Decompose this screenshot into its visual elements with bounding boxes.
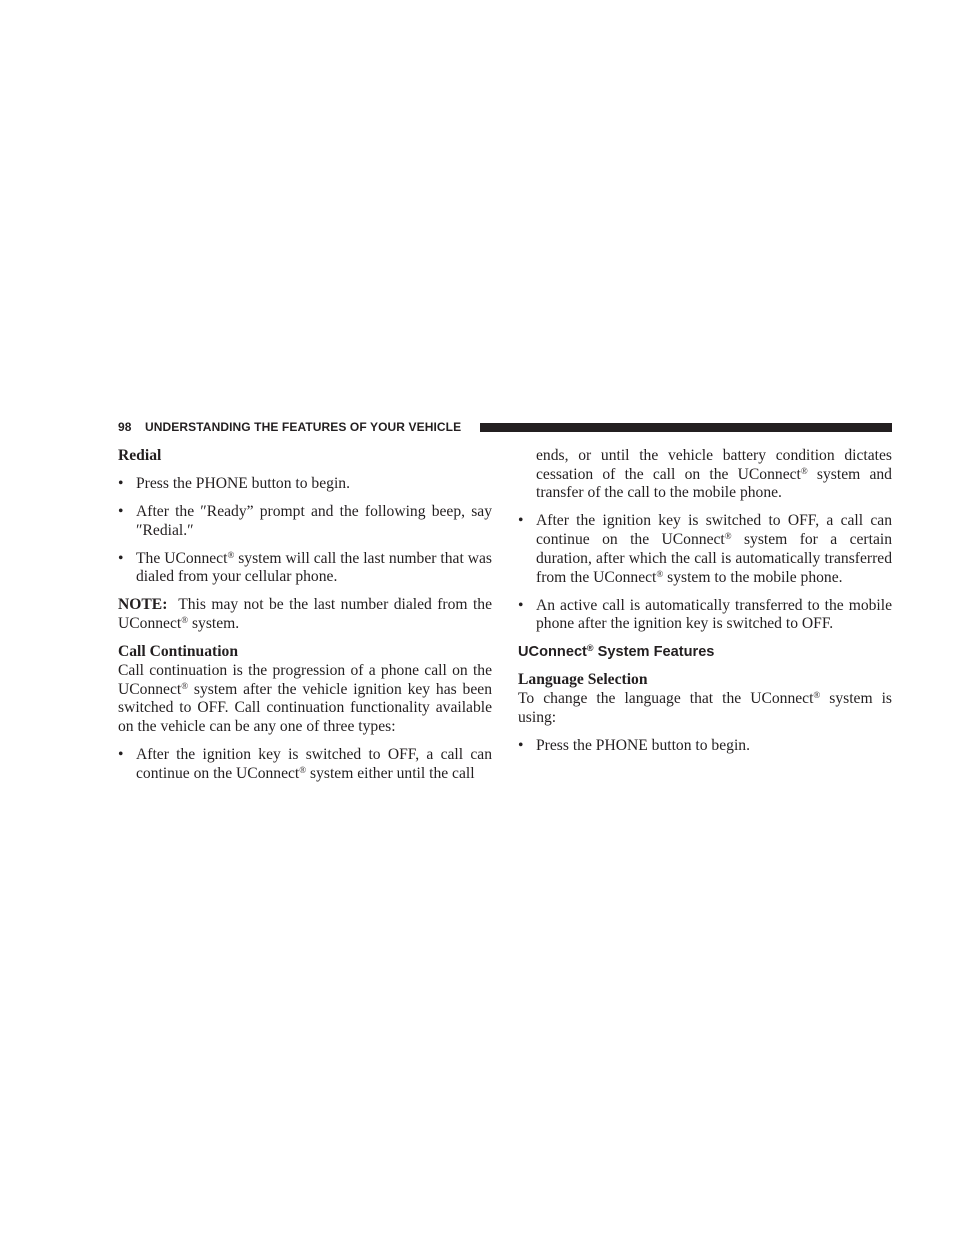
- bullet-dot-icon: •: [118, 503, 124, 520]
- header-rule: [480, 423, 892, 432]
- call-continuation-text: Call continuation is the progression of a phone call on the UConnect® system after the vehicle ignition key has been switched to OFF. Call continuation functionality available on the vehicle can be any one of three types:: [118, 661, 492, 735]
- running-header: [118, 419, 892, 436]
- bullet-dot-icon: •: [518, 596, 524, 614]
- bullet-dot-icon: •: [118, 549, 124, 567]
- running-title: UNDERSTANDING THE FEATURES OF YOUR VEHICLE: [145, 420, 462, 434]
- left-column: [118, 447, 492, 783]
- list-item: • Press the PHONE button to begin.: [518, 736, 750, 754]
- list-item: • Press the PHONE button to begin.: [118, 475, 350, 492]
- bullet-dot-icon: •: [518, 736, 524, 754]
- list-item-continued: ends, or until the vehicle battery condition dictates cessation of the call on the UConnect® system and transfer of the call to the mobile phone.: [536, 447, 892, 502]
- language-selection-text: To change the language that the UConnect® system is using:: [518, 689, 892, 726]
- list-item: • After the ignition key is switched to OFF, a call can continue on the UConnect® system either until the call: [118, 745, 492, 782]
- list-item: • The UConnect® system will call the last number that was dialed from your cellular phone.: [118, 549, 492, 586]
- bullet-dot-icon: •: [118, 745, 124, 763]
- list-item: • After the ″Ready” prompt and the following beep, say ″Redial.″: [118, 503, 492, 539]
- note-paragraph: [118, 596, 492, 633]
- list-item: • An active call is automatically transferred to the mobile phone after the ignition key is switched to OFF.: [518, 596, 892, 633]
- bullet-dot-icon: •: [118, 475, 124, 492]
- call-continuation-heading: Call Continuation: [118, 643, 239, 661]
- list-item: • After the ignition key is switched to OFF, a call can continue on the UConnect® system for a certain duration, after which the call is automatically transferred from the UConnect® system to the mobile phone.: [518, 512, 892, 586]
- section-heading: UConnect® System Features: [518, 643, 715, 661]
- note-text: This may not be the last number dialed from the UConnect® system.: [118, 596, 493, 633]
- page-number: 98: [118, 420, 132, 434]
- right-column: [518, 447, 892, 755]
- redial-heading: Redial: [118, 447, 162, 464]
- note-label: NOTE:: [118, 596, 168, 614]
- bullet-dot-icon: •: [518, 512, 524, 530]
- language-selection-heading: Language Selection: [518, 671, 648, 689]
